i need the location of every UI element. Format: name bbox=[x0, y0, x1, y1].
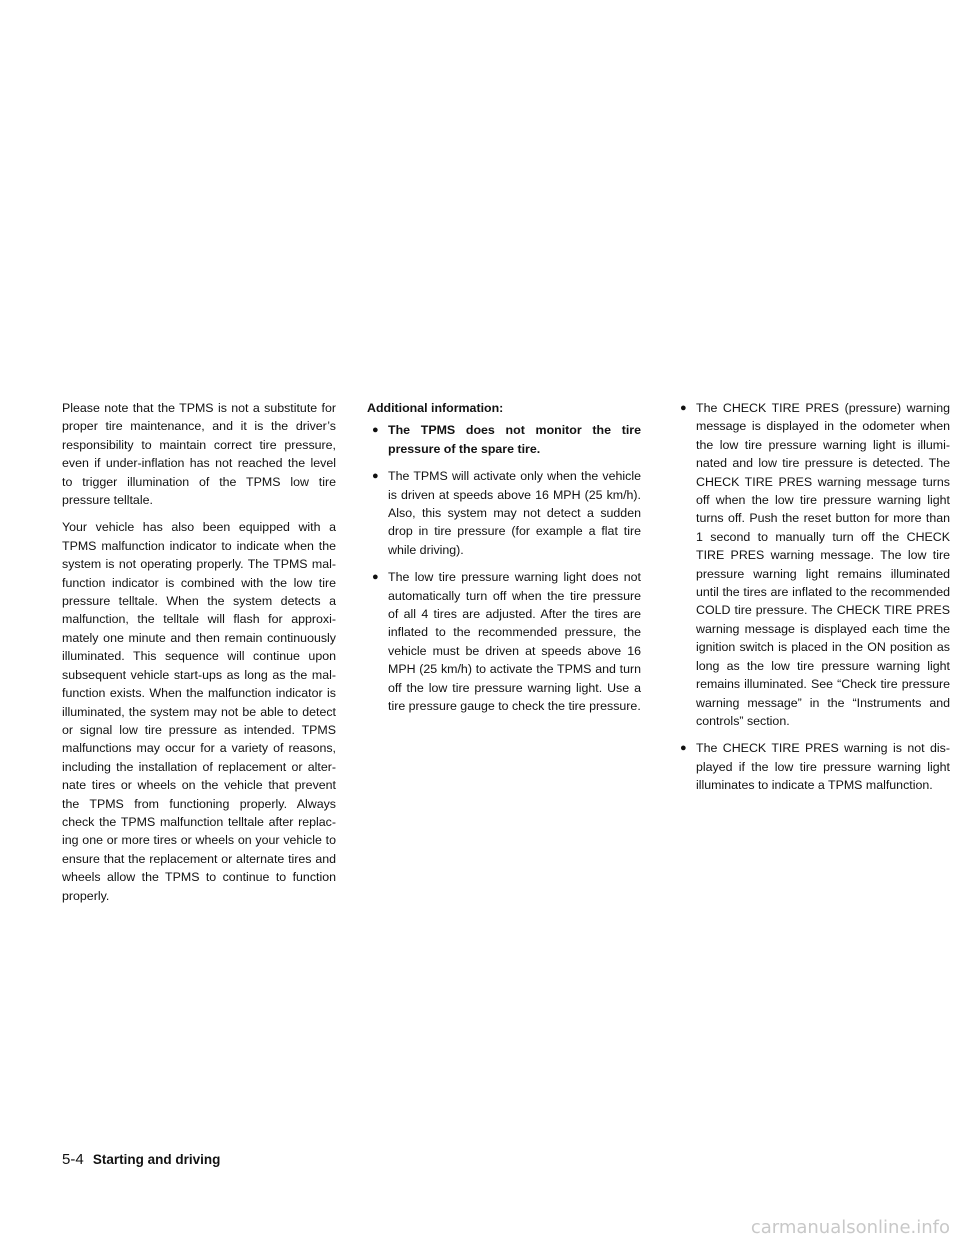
middle-column bbox=[367, 399, 641, 725]
list-item bbox=[675, 739, 950, 794]
bullet-list bbox=[675, 399, 950, 795]
page-number: 5-4 bbox=[62, 1151, 84, 1168]
bullet-icon: ● bbox=[372, 424, 379, 437]
bullet-icon: ● bbox=[372, 571, 379, 584]
page-footer bbox=[62, 1150, 220, 1170]
right-column bbox=[675, 399, 950, 804]
bullet-icon: ● bbox=[680, 742, 687, 755]
watermark: carmanualsonline.info bbox=[750, 1217, 950, 1238]
left-column bbox=[62, 399, 336, 914]
paragraph-malfunction-indicator: Your vehicle has also been equipped with a TPMS malfunction indicator to indicate when the system is not operating properly. The TPMS malfunction indicator is combined with the low tire pressure telltale. When the system detects a malfunction, the telltale will flash for approximately one minute and then remain continuously illuminated. This sequence will continue upon subsequent vehicle start-ups as long as the malfunction exists. When the malfunction indicator is illuminated, the system may not be able to detect or signal low tire pressure as intended. TPMS malfunctions may occur for a variety of reasons, including the installation of replacement or alternate tires or wheels on the vehicle that prevent the TPMS from functioning properly. Always check the TPMS malfunction telltale after replacing one or more tires or wheels on your vehicle to ensure that the replacement or alternate tires and wheels allow the TPMS to continue to function properly. bbox=[62, 520, 336, 903]
list-item-text: The low tire pressure warning light does not automatically turn off when the tire pressure of all 4 tires are adjusted. After the tires are inflated to the recommended pressure, the vehicle must be driven at speeds above 16 MPH (25 km/h) to activate the TPMS and turn off the low tire pressure warning light. Use a tire pressure gauge to check the tire pressure. bbox=[388, 570, 641, 714]
bullet-list bbox=[367, 421, 641, 715]
list-item-text: The TPMS will activate only when the vehicle is driven at speeds above 16 MPH (25 km/h). Also, this system may not detect a sudden drop in tire pressure (for example a flat tire while driving). bbox=[388, 469, 641, 557]
list-item-text: The CHECK TIRE PRES warning is not displayed if the low tire pressure warning light illuminates to indicate a TPMS malfunction. bbox=[696, 741, 950, 793]
bullet-icon: ● bbox=[372, 470, 379, 483]
list-item-text: The TPMS does not monitor the tire pressure of the spare tire. bbox=[388, 423, 641, 456]
list-item bbox=[367, 421, 641, 458]
list-item bbox=[367, 568, 641, 715]
section-title: Starting and driving bbox=[92, 1152, 221, 1167]
bullet-icon: ● bbox=[680, 402, 687, 414]
paragraph-tpms-note: Please note that the TPMS is not a substitute for proper tire maintenance, and it is the driver’s responsibility to maintain correct tire pressure, even if under-inflation has not reached the level to trigger illumination of the TPMS low tire pressure telltale. bbox=[62, 401, 336, 508]
section-heading: Additional information: bbox=[367, 401, 504, 415]
list-item bbox=[367, 467, 641, 559]
list-item-text: The CHECK TIRE PRES (pressure) warning message is displayed in the odometer when the low tire pressure warning light is illuminated and low tire pressure is detected. The CHECK TIRE PRES warning message turns off when the low tire pressure warning light turns off. Push the reset button for more than 1 second to manually turn off the CHECK TIRE PRES warning message. The low tire pressure warning light remains illuminated until the tires are inflated to the recommended COLD tire pressure. The CHECK TIRE PRES warning message is displayed each time the ignition switch is placed in the ON position as long as the low tire pressure warning light remains illuminated. See “Check tire pressure warning message” in the “Instruments and controls” section. bbox=[696, 401, 950, 728]
list-item bbox=[675, 399, 950, 730]
